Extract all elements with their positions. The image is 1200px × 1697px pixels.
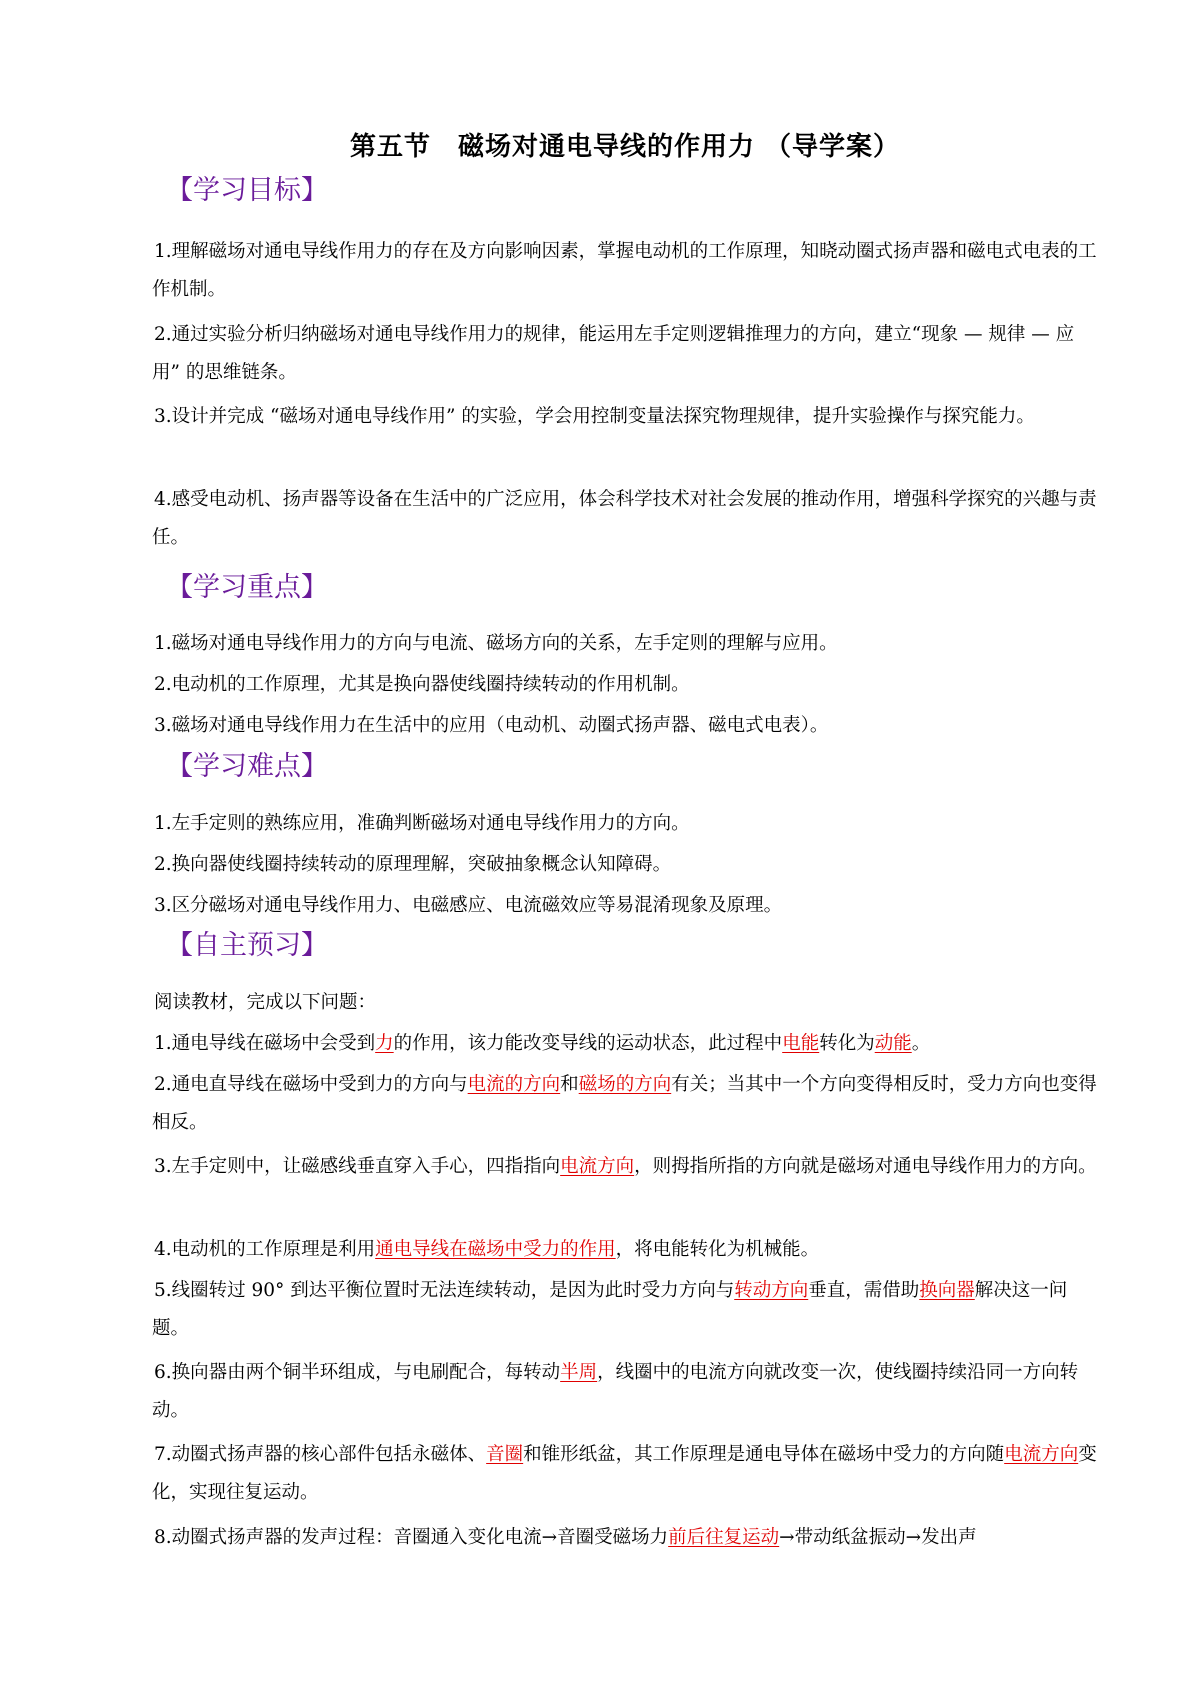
question-text: 7.动圈式扬声器的核心部件包括永磁体、: [154, 1444, 487, 1465]
key-point-item: 1.磁场对通电导线作用力的方向与电流、磁场方向的关系，左手定则的理解与应用。: [154, 633, 838, 654]
key-point-item: 2.电动机的工作原理，尤其是换向器使线圈持续转动的作用机制。: [154, 674, 690, 695]
preview-question-4: [152, 1231, 1100, 1269]
question-text: 变化，实现往复运动。: [152, 1444, 1097, 1503]
answer-blank: 电能: [782, 1033, 820, 1054]
question-text: 的作用，该力能改变导线的运动状态，此过程中: [393, 1033, 783, 1054]
question-text: 5.线圈转过 90° 到达平衡位置时无法连续转动，是因为此时受力方向与: [154, 1280, 735, 1301]
question-text: ，将电能转化为机械能。: [615, 1239, 820, 1260]
question-text: 垂直，需借助: [808, 1280, 920, 1301]
goal-item: 3.设计并完成 “磁场对通电导线作用” 的实验，学会用控制变量法探究物理规律，提升实验操作与探究能力。: [154, 406, 1035, 427]
question-text: 转化为: [819, 1033, 875, 1054]
difficulty-item: 3.区分磁场对通电导线作用力、电磁感应、电流磁效应等易混淆现象及原理。: [154, 895, 783, 916]
question-text: 解决这一问题。: [152, 1280, 1068, 1339]
goal-item: 2.通过实验分析归纳磁场对通电导线作用力的规律，能运用左手定则逻辑推理力的方向，建立“现象 — 规律 — 应用” 的思维链条。: [152, 324, 1075, 383]
question-text: 8.动圈式扬声器的发声过程：音圈通入变化电流→音圈受磁场力: [154, 1527, 669, 1548]
question-text: 4.电动机的工作原理是利用: [154, 1239, 376, 1260]
answer-blank: 通电导线在磁场中受力的作用: [375, 1239, 616, 1260]
section-heading-difficulties: 【学习难点】: [166, 751, 328, 782]
question-text: 有关；当其中一个方向变得相反时，受力方向也变得相反。: [152, 1074, 1097, 1133]
preview-question-5: [152, 1272, 1100, 1348]
answer-blank: 转动方向: [734, 1280, 809, 1301]
goal-item: 4.感受电动机、扬声器等设备在生活中的广泛应用，体会科学技术对社会发展的推动作用，增强科学探究的兴趣与责任。: [152, 489, 1097, 548]
question-text: →带动纸盆振动→发出声: [779, 1527, 977, 1548]
answer-blank: 电流方向: [1004, 1444, 1079, 1465]
question-text: 1.通电导线在磁场中会受到: [154, 1033, 376, 1054]
question-text: 和: [560, 1074, 579, 1095]
section-heading-preview: 【自主预习】: [166, 930, 328, 961]
question-text: 2.通电直导线在磁场中受到力的方向与: [154, 1074, 468, 1095]
page-title: 第五节 磁场对通电导线的作用力 （导学案）: [349, 132, 901, 162]
answer-blank: 磁场的方向: [578, 1074, 672, 1095]
answer-blank: 换向器: [919, 1280, 975, 1301]
section-heading-key-points: 【学习重点】: [166, 572, 328, 603]
question-text: 和锥形纸盆，其工作原理是通电导体在磁场中受力的方向随: [523, 1444, 1005, 1465]
question-text: 6.换向器由两个铜半环组成，与电刷配合，每转动: [154, 1362, 561, 1383]
answer-blank: 前后往复运动: [668, 1527, 780, 1548]
question-text: 3.左手定则中，让磁感线垂直穿入手心，四指指向: [154, 1156, 561, 1177]
answer-blank: 力: [375, 1033, 394, 1054]
difficulty-item: 1.左手定则的熟练应用，准确判断磁场对通电导线作用力的方向。: [154, 813, 690, 834]
preview-question-1: [152, 1025, 1100, 1063]
key-point-item: 3.磁场对通电导线作用力在生活中的应用（电动机、动圈式扬声器、磁电式电表）。: [154, 715, 829, 736]
question-text: ，则拇指所指的方向就是磁场对通电导线作用力的方向。: [634, 1156, 1097, 1177]
goal-item: 1.理解磁场对通电导线作用力的存在及方向影响因素，掌握电动机的工作原理，知晓动圈式扬声器和磁电式电表的工作机制。: [152, 241, 1097, 300]
preview-question-7: [152, 1436, 1100, 1512]
answer-blank: 音圈: [486, 1444, 524, 1465]
section-heading-goals: 【学习目标】: [166, 175, 328, 206]
preview-question-3: [152, 1148, 1100, 1186]
preview-intro: 阅读教材，完成以下问题：: [154, 992, 377, 1013]
preview-question-2: [152, 1066, 1100, 1142]
question-text: 。: [911, 1033, 931, 1054]
answer-blank: 电流方向: [560, 1156, 635, 1177]
answer-blank: 电流的方向: [467, 1074, 561, 1095]
answer-blank: 动能: [874, 1033, 912, 1054]
answer-blank: 半周: [560, 1362, 598, 1383]
difficulty-item: 2.换向器使线圈持续转动的原理理解，突破抽象概念认知障碍。: [154, 854, 672, 875]
preview-question-6: [152, 1354, 1100, 1430]
question-text: ，线圈中的电流方向就改变一次，使线圈持续沿同一方向转动。: [152, 1362, 1079, 1421]
preview-question-8: [152, 1519, 1100, 1557]
